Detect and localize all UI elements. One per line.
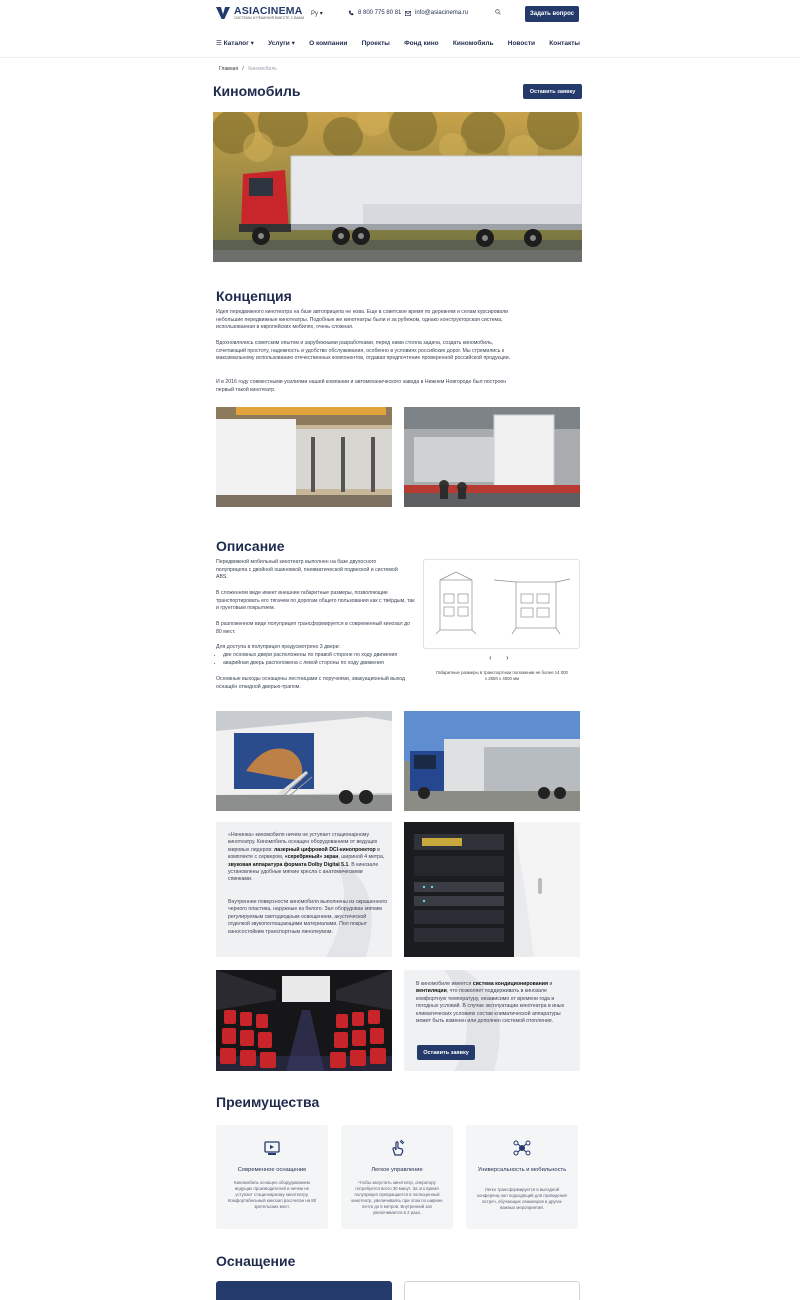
equipment-tab-light[interactable] [404, 1281, 580, 1300]
concept-photo-factory-2 [404, 407, 580, 507]
text-fragment: , что позволяет поддерживать в кинозале комфортную температуру, независимо от времени года и погодных условий. В случае эксплуатации кинотеатра в иных климатических условиях состав климатической аппаратуры может быть изменен или дополнен системой отопления. [416, 988, 565, 1025]
text-fragment: , шириной 4 метра, [338, 854, 385, 861]
kinomobil-exterior-photo-1 [216, 711, 392, 811]
breadcrumb-current: Киномобиль [248, 66, 277, 72]
advantage-title: Современное оснащение [237, 1167, 307, 1173]
kinomobil-exterior-photo-2 [404, 711, 580, 811]
nav-kinomobil[interactable]: Киномобиль [452, 39, 494, 47]
advantage-text: Легко трансформируется в выездной конференц-зал подходящий для проведения встреч, обучающих семинаров и других важных мероприятий. [477, 1187, 567, 1210]
nav-projects[interactable]: Проекты [361, 39, 390, 47]
search-icon[interactable] [495, 9, 501, 17]
language-selector[interactable] [311, 10, 323, 17]
logo[interactable] [216, 6, 304, 20]
nav-services[interactable] [268, 39, 295, 47]
breadcrumb [219, 66, 277, 72]
text-fragment: и [549, 981, 553, 987]
page-title: Киномобиль [213, 83, 301, 99]
email-link[interactable] [405, 10, 468, 16]
nav-contacts[interactable]: Контакты [549, 39, 580, 47]
advantage-card-equipment [216, 1125, 328, 1229]
card-request-button[interactable]: Оставить заявку [417, 1045, 475, 1060]
description-paragraph-1: Передвижной мобильный кинотеатр выполнен на базе двухосного полуприцепа с двойной ошиновкой, пневматической подвеской и системой ABS. [216, 559, 398, 581]
menu-icon: ☰ [216, 40, 222, 47]
description-paragraph-5: Основные выходы оснащены лестницами с поручнями, эвакуационный выход оснащён откидной дверью-трапом. [216, 676, 406, 690]
breadcrumb-home[interactable]: Главная [219, 66, 239, 72]
description-heading: Описание [216, 538, 285, 554]
advantage-card-mobility [466, 1125, 578, 1229]
text-fragment: . В кинозале установлены удобные мягкие кресла с анатомическими спинками. [228, 861, 379, 883]
email-address: info@asiacinema.ru [415, 10, 469, 16]
logo-tagline: СИСТЕМЫ И РЕШЕНИЯ ВМЕСТЕ С ВАМИ [234, 16, 305, 20]
request-button[interactable]: Оставить заявку [523, 84, 582, 99]
chevron-down-icon: ▾ [250, 40, 254, 47]
hero-truck-image [213, 112, 582, 262]
description-paragraph-2: В сложенном виде имеет внешние габаритные размеры, позволяющие транспортировать его тягачем по дорогам общего пользования как с твёрдым, так и грунтовым покрытием. [216, 590, 415, 612]
concept-paragraph-3: И в 2016 году совместными усилиями нашей компании и автомеханического завода в Нижнем Новгороде был построен первый такой кинотеатр. [216, 379, 507, 393]
phone-icon [348, 10, 354, 16]
advantage-text: Чтобы запустить кинотеатр, оператору потребуется всего 30 минут. За это время полуприцеп превращается в полноценный кинотеатр, увеличиваясь при этом по ширине почти до 6 метров. Внутренний зал увеличивается в 2 раза. [351, 1180, 443, 1215]
bold-sound: звуковая аппаратура формата Dolby Digital 5.1 [228, 861, 349, 868]
bold-ventilation: вентиляции [416, 988, 447, 995]
network-people-icon [513, 1139, 531, 1162]
description-paragraph-4: Для доступа в полуприцеп предусмотрено 3 двери: [216, 644, 340, 650]
bold-projector: лазерный цифровой DCI-кинопроектор [274, 846, 376, 853]
description-paragraph-3: В разложенном виде полуприцеп трансформируется в современный кинозал до 80 мест. [216, 621, 411, 635]
main-nav [216, 36, 580, 50]
list-item: • две основных двери расположены по правой стороне по ходу движения [223, 652, 421, 660]
touch-hand-icon [388, 1139, 406, 1162]
concept-paragraph-2: Вдохновлялись советским опытом и зарубежными разработками, перед нами стояла задача, создать киномобиль, сочетающий простоту, надежность и удобство обслуживания, особенно в условиях российских дорог. Мы стремились к максимальному использованию отечественных компонентов, отдавая предпочтение проверенной российской продукции. [216, 340, 511, 362]
diagram-caption: Габаритные размеры в транспортном положении не более 14 000 х 2550 х 4000 мм [436, 670, 568, 681]
breadcrumb-separator: / [242, 66, 244, 72]
nav-catalog[interactable] [216, 39, 254, 47]
chevron-down-icon: ▾ [291, 40, 295, 47]
list-item: • аварийная дверь расположена с левой стороны по ходу движения [223, 660, 421, 668]
phone-number: 8 800 775 80 81 [358, 10, 402, 16]
advantage-title: Легкое управление [371, 1167, 423, 1173]
diagram-prev-arrow[interactable]: ‹ [489, 653, 492, 662]
server-rack-photo [404, 822, 580, 957]
nav-services-label: Услуги [268, 40, 290, 47]
concept-paragraph-1: Идея передвижного кинотеатра на базе автоприцепа не нова. Еще в советское время по деревням и селам курсировали небольшие передвижные кинотеатры. Подобные же кинотеатры были и за рубежом, однако конструкторская система, использованная в европейских мобилях, очень сложная. [216, 309, 509, 331]
dimensions-diagram [423, 559, 580, 649]
concept-heading: Концепция [216, 288, 292, 304]
advantage-title: Универсальность и мобильность [477, 1167, 567, 1173]
logo-mark-icon [216, 7, 230, 19]
text-fragment: «Начинка» киномобиля ничем не уступает стационарному кинотеатру. Киномобиль оснащен оборудованием от ведущих мировых лидеров: [228, 832, 378, 853]
equipment-card-text-1 [228, 832, 388, 884]
equipment-info-card [216, 822, 392, 957]
equipment-heading: Оснащение [216, 1253, 296, 1269]
mail-icon [405, 11, 411, 16]
advantage-text: Киномобиль оснащен оборудованием ведущих производителей и ничем не уступает стационарному кинотеатру. Комфортабельный кинозал рассчитан на 80 зрительских мест. [227, 1180, 317, 1209]
chevron-down-icon: ▾ [319, 11, 323, 17]
bold-screen: «серебряный» экран [284, 854, 339, 861]
concept-photo-factory-1 [216, 407, 392, 507]
advantage-card-control [341, 1125, 453, 1229]
bold-conditioning: система кондиционирования [472, 981, 549, 987]
nav-fund[interactable]: Фонд кино [404, 39, 439, 47]
site-header [0, 0, 800, 58]
projector-icon [263, 1139, 281, 1162]
cinema-hall-photo [216, 970, 392, 1071]
equipment-card-text-2: Внутренние поверхности киномобиля выполнены из окрашенного черного пластика, наружные из белого. Зал оборудован мягким регулируемым светодиодным освещением, акустической отделкой звукопоглощающими материалами. Пол покрыт износостойким транспортным линолеумом. [228, 899, 388, 935]
nav-news[interactable]: Новости [507, 39, 536, 47]
ventilation-card-text [416, 981, 576, 1025]
language-label: Ру [311, 11, 319, 17]
phone-link[interactable] [348, 10, 401, 16]
equipment-tab-dark[interactable] [216, 1281, 392, 1300]
diagram-next-arrow[interactable]: › [506, 653, 509, 662]
advantages-heading: Преимущества [216, 1094, 320, 1110]
text-fragment: в комплекте с сервером, [228, 846, 380, 861]
logo-name: ASIACINEMA [234, 5, 303, 17]
door-list [216, 652, 421, 667]
nav-about[interactable]: О компании [309, 39, 348, 47]
nav-catalog-label: Каталог [223, 40, 249, 47]
text-fragment: В киномобиле имеется [416, 981, 472, 987]
ask-question-button[interactable]: Задать вопрос [525, 6, 579, 22]
